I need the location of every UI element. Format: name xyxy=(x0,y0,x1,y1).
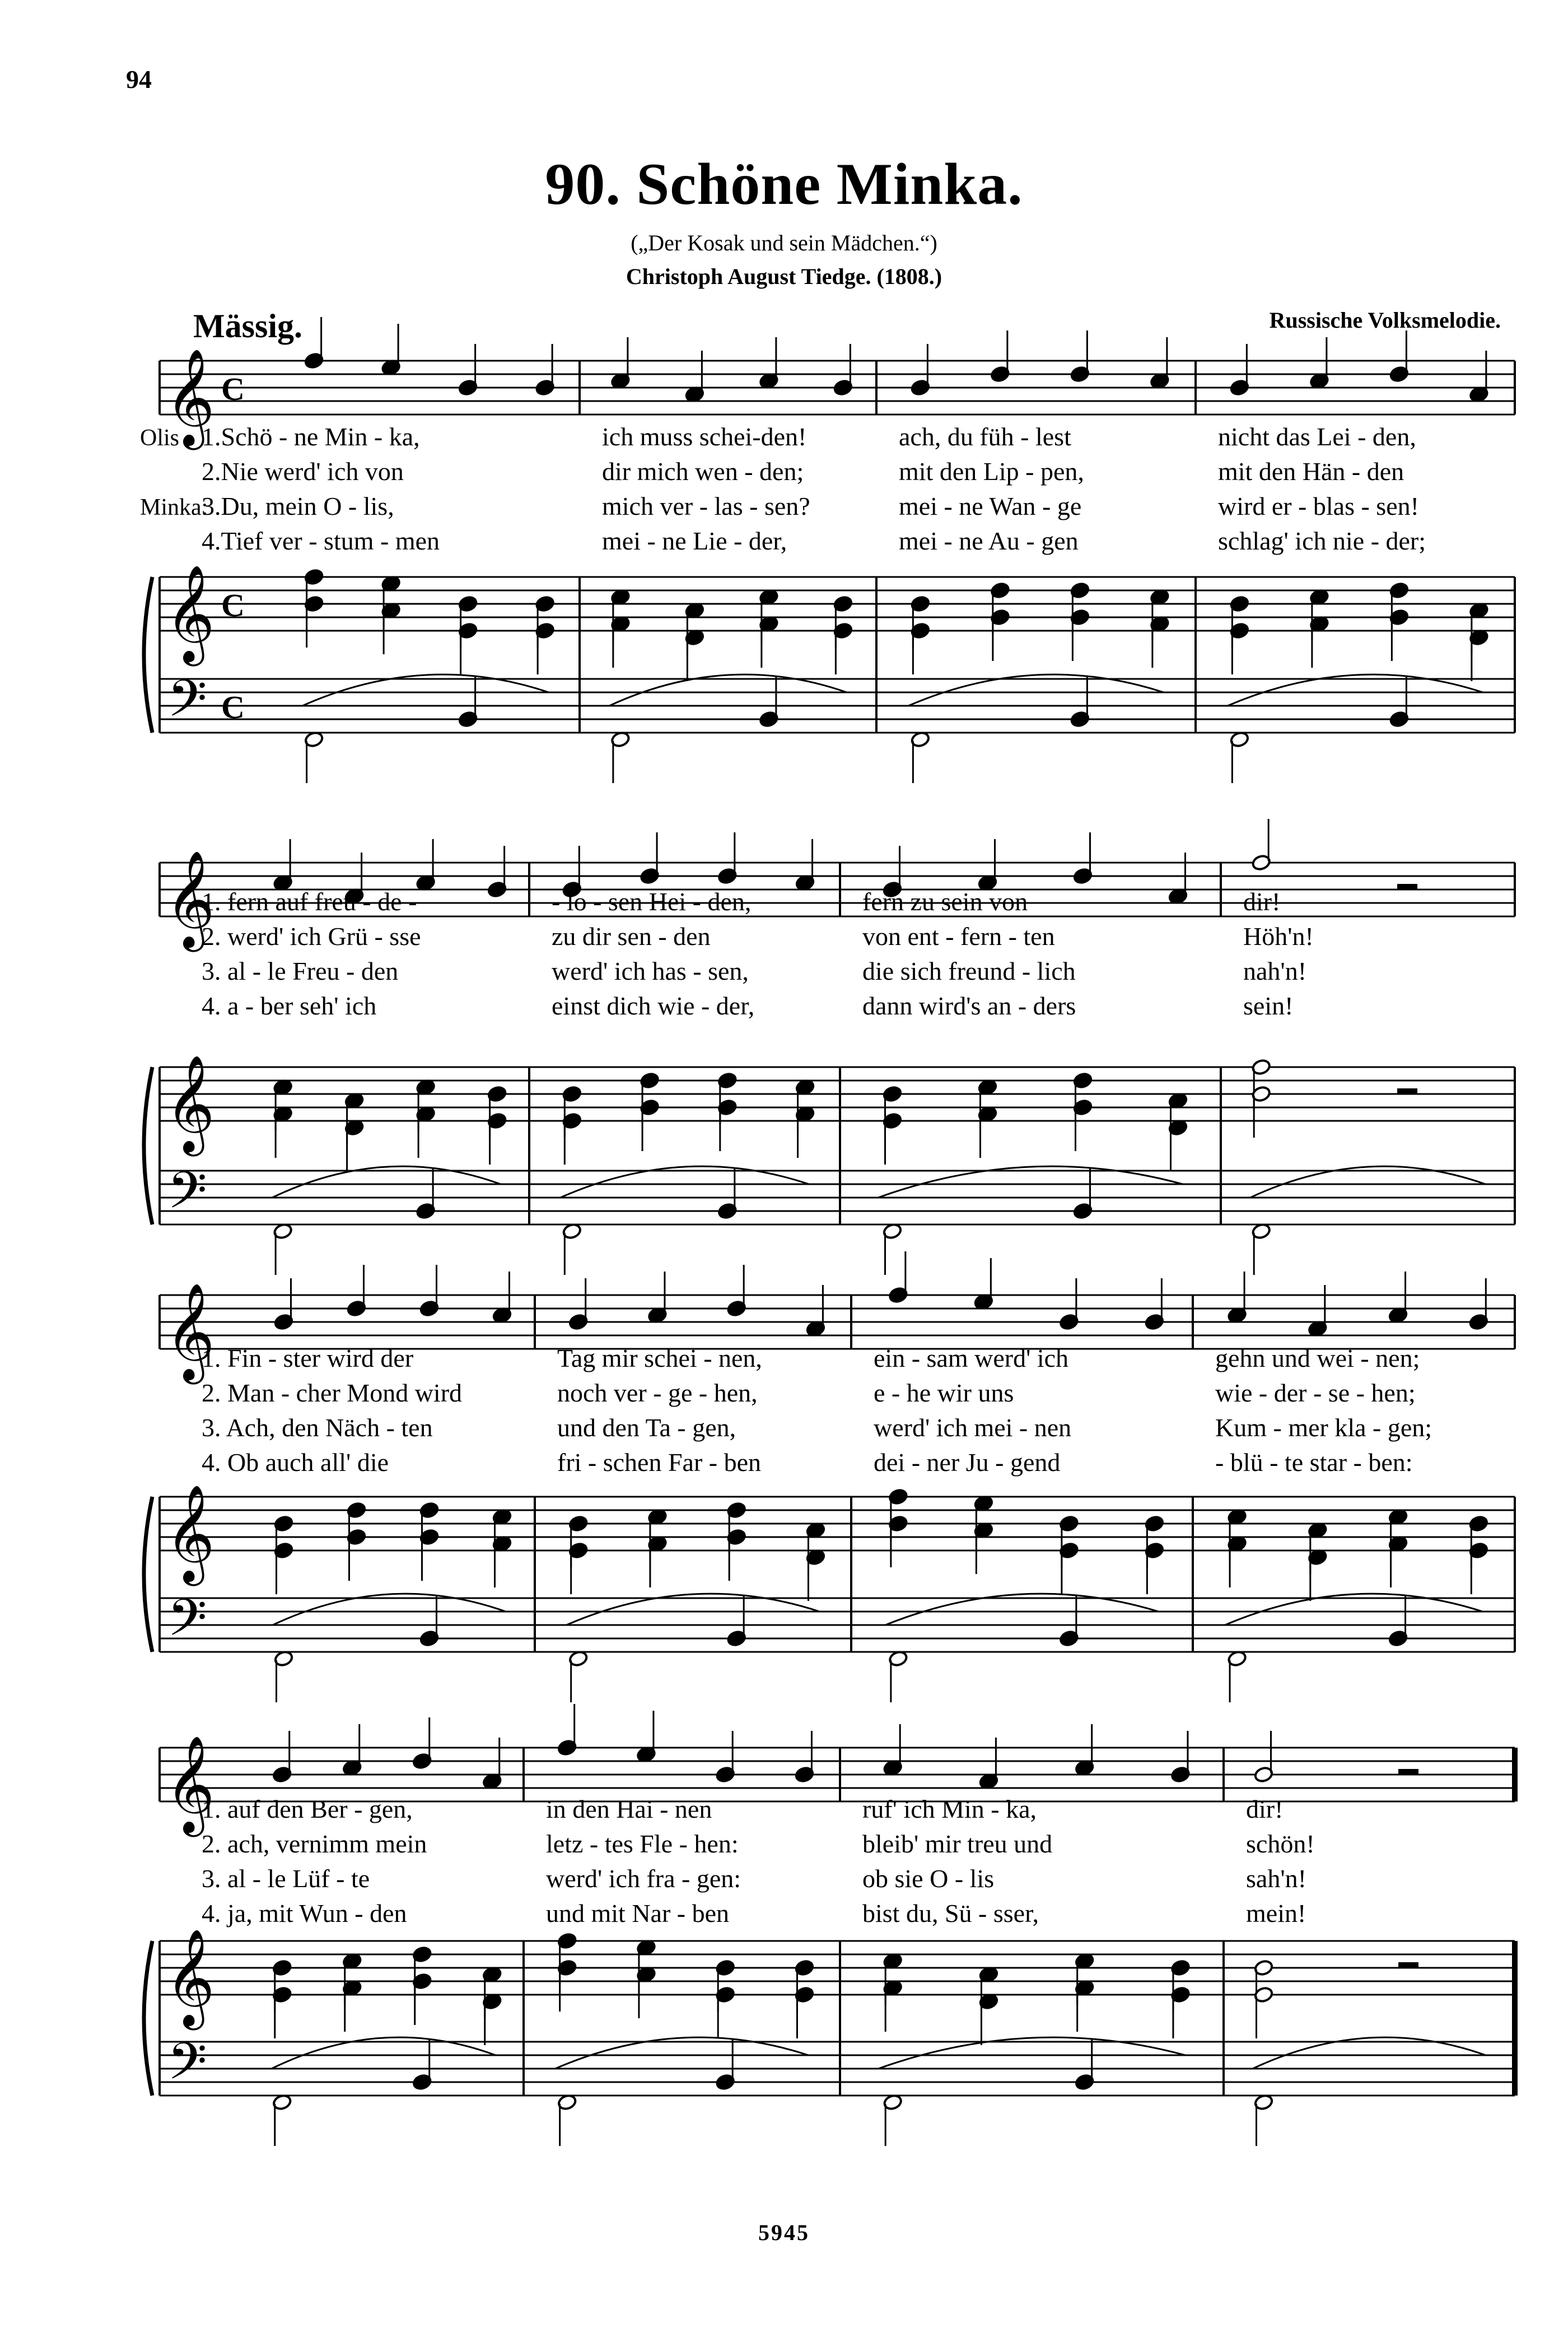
melody-origin: Russische Volksmelodie. xyxy=(1269,308,1501,333)
lyric-verse-1: 1.Schö - ne Min - ka, xyxy=(202,422,420,451)
time-signature: C xyxy=(221,689,245,725)
lyric-verse-1: nicht das Lei - den, xyxy=(1218,422,1416,451)
lyric-verse-3: ob sie O - lis xyxy=(862,1864,995,1893)
lyric-verse-4: dei - ner Ju - gend xyxy=(874,1448,1061,1477)
song-title: 90. Schöne Minka. xyxy=(545,151,1023,217)
lyric-verse-3: werd' ich has - sen, xyxy=(552,957,749,985)
lyric-verse-3: werd' ich mei - nen xyxy=(874,1413,1072,1442)
lyric-verse-3: mei - ne Wan - ge xyxy=(899,492,1082,520)
lyric-verse-2: mit den Lip - pen, xyxy=(899,457,1084,486)
lyric-verse-1: - lo - sen Hei - den, xyxy=(552,887,752,916)
treble-clef-icon: 𝄞 xyxy=(165,1055,215,1152)
lyric-verse-2: dir mich wen - den; xyxy=(602,457,804,486)
lyric-verse-1: fern zu sein von xyxy=(862,887,1028,916)
lyric-verse-1: dir! xyxy=(1246,1795,1284,1823)
lyric-verse-4: mein! xyxy=(1246,1899,1306,1927)
treble-clef-icon: 𝄞 xyxy=(165,565,215,662)
treble-clef-icon: 𝄞 xyxy=(165,348,215,446)
bass-clef-icon: 𝄢 xyxy=(167,1161,207,1232)
lyric-verse-1: Tag mir schei - nen, xyxy=(557,1344,762,1372)
half-rest-icon xyxy=(1398,1769,1418,1775)
lyric-verse-3: 3. al - le Freu - den xyxy=(202,957,399,985)
time-signature: C xyxy=(221,587,245,623)
lyric-verse-3: nah'n! xyxy=(1243,957,1307,985)
half-rest-icon xyxy=(1397,884,1417,890)
lyric-verse-3: sah'n! xyxy=(1246,1864,1306,1893)
lyric-verse-4: schlag' ich nie - der; xyxy=(1218,527,1426,555)
lyric-verse-2: von ent - fern - ten xyxy=(862,922,1055,951)
lyric-verse-4: dann wird's an - ders xyxy=(862,991,1076,1020)
lyric-verse-2: letz - tes Fle - hen: xyxy=(546,1829,739,1858)
system-2 xyxy=(144,819,1515,1275)
piano-brace xyxy=(144,1067,152,1224)
system-4 xyxy=(144,1704,1515,2146)
treble-clef-icon: 𝄞 xyxy=(165,1929,215,2026)
lyric-verse-4: fri - schen Far - ben xyxy=(557,1448,762,1477)
lyric-verse-1: ruf' ich Min - ka, xyxy=(862,1795,1037,1823)
lyric-verse-4: bist du, Sü - sser, xyxy=(862,1899,1039,1927)
piano-brace xyxy=(144,1941,152,2096)
lyric-verse-4: einst dich wie - der, xyxy=(552,991,755,1020)
piano-brace xyxy=(144,1497,152,1652)
lyric-verse-3: 3. al - le Lüf - te xyxy=(202,1864,370,1893)
lyric-verse-1: ich muss schei-den! xyxy=(602,422,807,451)
lyric-verse-4: sein! xyxy=(1243,991,1294,1020)
lyric-verse-1: gehn und wei - nen; xyxy=(1215,1344,1420,1372)
poet-credit: Christoph August Tiedge. (1808.) xyxy=(626,264,942,289)
lyric-verse-4: 4. Ob auch all' die xyxy=(202,1448,389,1477)
lyric-verse-3: wird er - blas - sen! xyxy=(1218,492,1419,520)
lyric-verse-2: noch ver - ge - hen, xyxy=(557,1379,758,1407)
song-subtitle: („Der Kosak und sein Mädchen.“) xyxy=(631,230,937,255)
lyric-verse-2: e - he wir uns xyxy=(874,1379,1014,1407)
half-rest-icon xyxy=(1398,1962,1418,1968)
lyric-verse-4: 4. ja, mit Wun - den xyxy=(202,1899,407,1927)
lyric-verse-3: 3. Ach, den Näch - ten xyxy=(202,1413,433,1442)
lyric-verse-1: 1. fern auf freu - de - xyxy=(202,887,417,916)
lyric-verse-3: Kum - mer kla - gen; xyxy=(1215,1413,1432,1442)
bass-clef-icon: 𝄢 xyxy=(167,1588,207,1660)
lyric-verse-4: mei - ne Au - gen xyxy=(899,527,1079,555)
lyric-verse-4: mei - ne Lie - der, xyxy=(602,527,787,555)
singer-label: Minka: xyxy=(140,495,208,520)
lyric-verse-4: und mit Nar - ben xyxy=(546,1899,730,1927)
lyric-verse-3: und den Ta - gen, xyxy=(557,1413,736,1442)
lyric-verse-2: wie - der - se - hen; xyxy=(1215,1379,1416,1407)
half-rest-icon xyxy=(1397,1088,1417,1094)
lyric-verse-4: - blü - te star - ben: xyxy=(1215,1448,1413,1477)
lyric-verse-2: 2. werd' ich Grü - sse xyxy=(202,922,421,951)
page-number: 94 xyxy=(126,65,152,94)
lyric-verse-2: 2. ach, vernimm mein xyxy=(202,1829,427,1858)
lyric-verse-1: ach, du füh - lest xyxy=(899,422,1071,451)
catalog-number: 5945 xyxy=(758,2220,810,2245)
lyric-verse-2: schön! xyxy=(1246,1829,1315,1858)
bass-clef-icon: 𝄢 xyxy=(167,2032,207,2103)
lyric-verse-3: 3.Du, mein O - lis, xyxy=(202,492,394,520)
treble-clef-icon: 𝄞 xyxy=(165,1283,215,1380)
lyric-verse-2: 2.Nie werd' ich von xyxy=(202,457,404,486)
time-signature: C xyxy=(221,371,245,407)
lyric-verse-1: dir! xyxy=(1243,887,1281,916)
lyric-verse-1: 1. Fin - ster wird der xyxy=(202,1344,414,1372)
lyric-verse-4: 4.Tief ver - stum - men xyxy=(202,527,440,555)
tempo-marking: Mässig. xyxy=(193,308,302,344)
lyric-verse-1: 1. auf den Ber - gen, xyxy=(202,1795,413,1823)
lyric-verse-3: mich ver - las - sen? xyxy=(602,492,810,520)
treble-clef-icon: 𝄞 xyxy=(165,1484,215,1582)
bass-clef-icon: 𝄢 xyxy=(167,669,207,741)
lyric-verse-4: 4. a - ber seh' ich xyxy=(202,991,377,1020)
lyric-verse-1: ein - sam werd' ich xyxy=(874,1344,1069,1372)
piano-brace xyxy=(144,577,152,733)
lyric-verse-3: werd' ich fra - gen: xyxy=(546,1864,741,1893)
lyric-verse-2: mit den Hän - den xyxy=(1218,457,1404,486)
lyric-verse-2: 2. Man - cher Mond wird xyxy=(202,1379,463,1407)
treble-clef-icon: 𝄞 xyxy=(165,1735,215,1833)
lyric-verse-2: bleib' mir treu und xyxy=(862,1829,1053,1858)
treble-clef-icon: 𝄞 xyxy=(165,850,215,948)
system-1 xyxy=(140,317,1515,783)
lyric-verse-2: zu dir sen - den xyxy=(552,922,711,951)
lyric-verse-3: die sich freund - lich xyxy=(862,957,1076,985)
singer-label: Olis xyxy=(140,425,180,451)
lyric-verse-2: Höh'n! xyxy=(1243,922,1314,951)
lyric-verse-1: in den Hai - nen xyxy=(546,1795,712,1823)
system-3 xyxy=(144,1251,1515,1702)
